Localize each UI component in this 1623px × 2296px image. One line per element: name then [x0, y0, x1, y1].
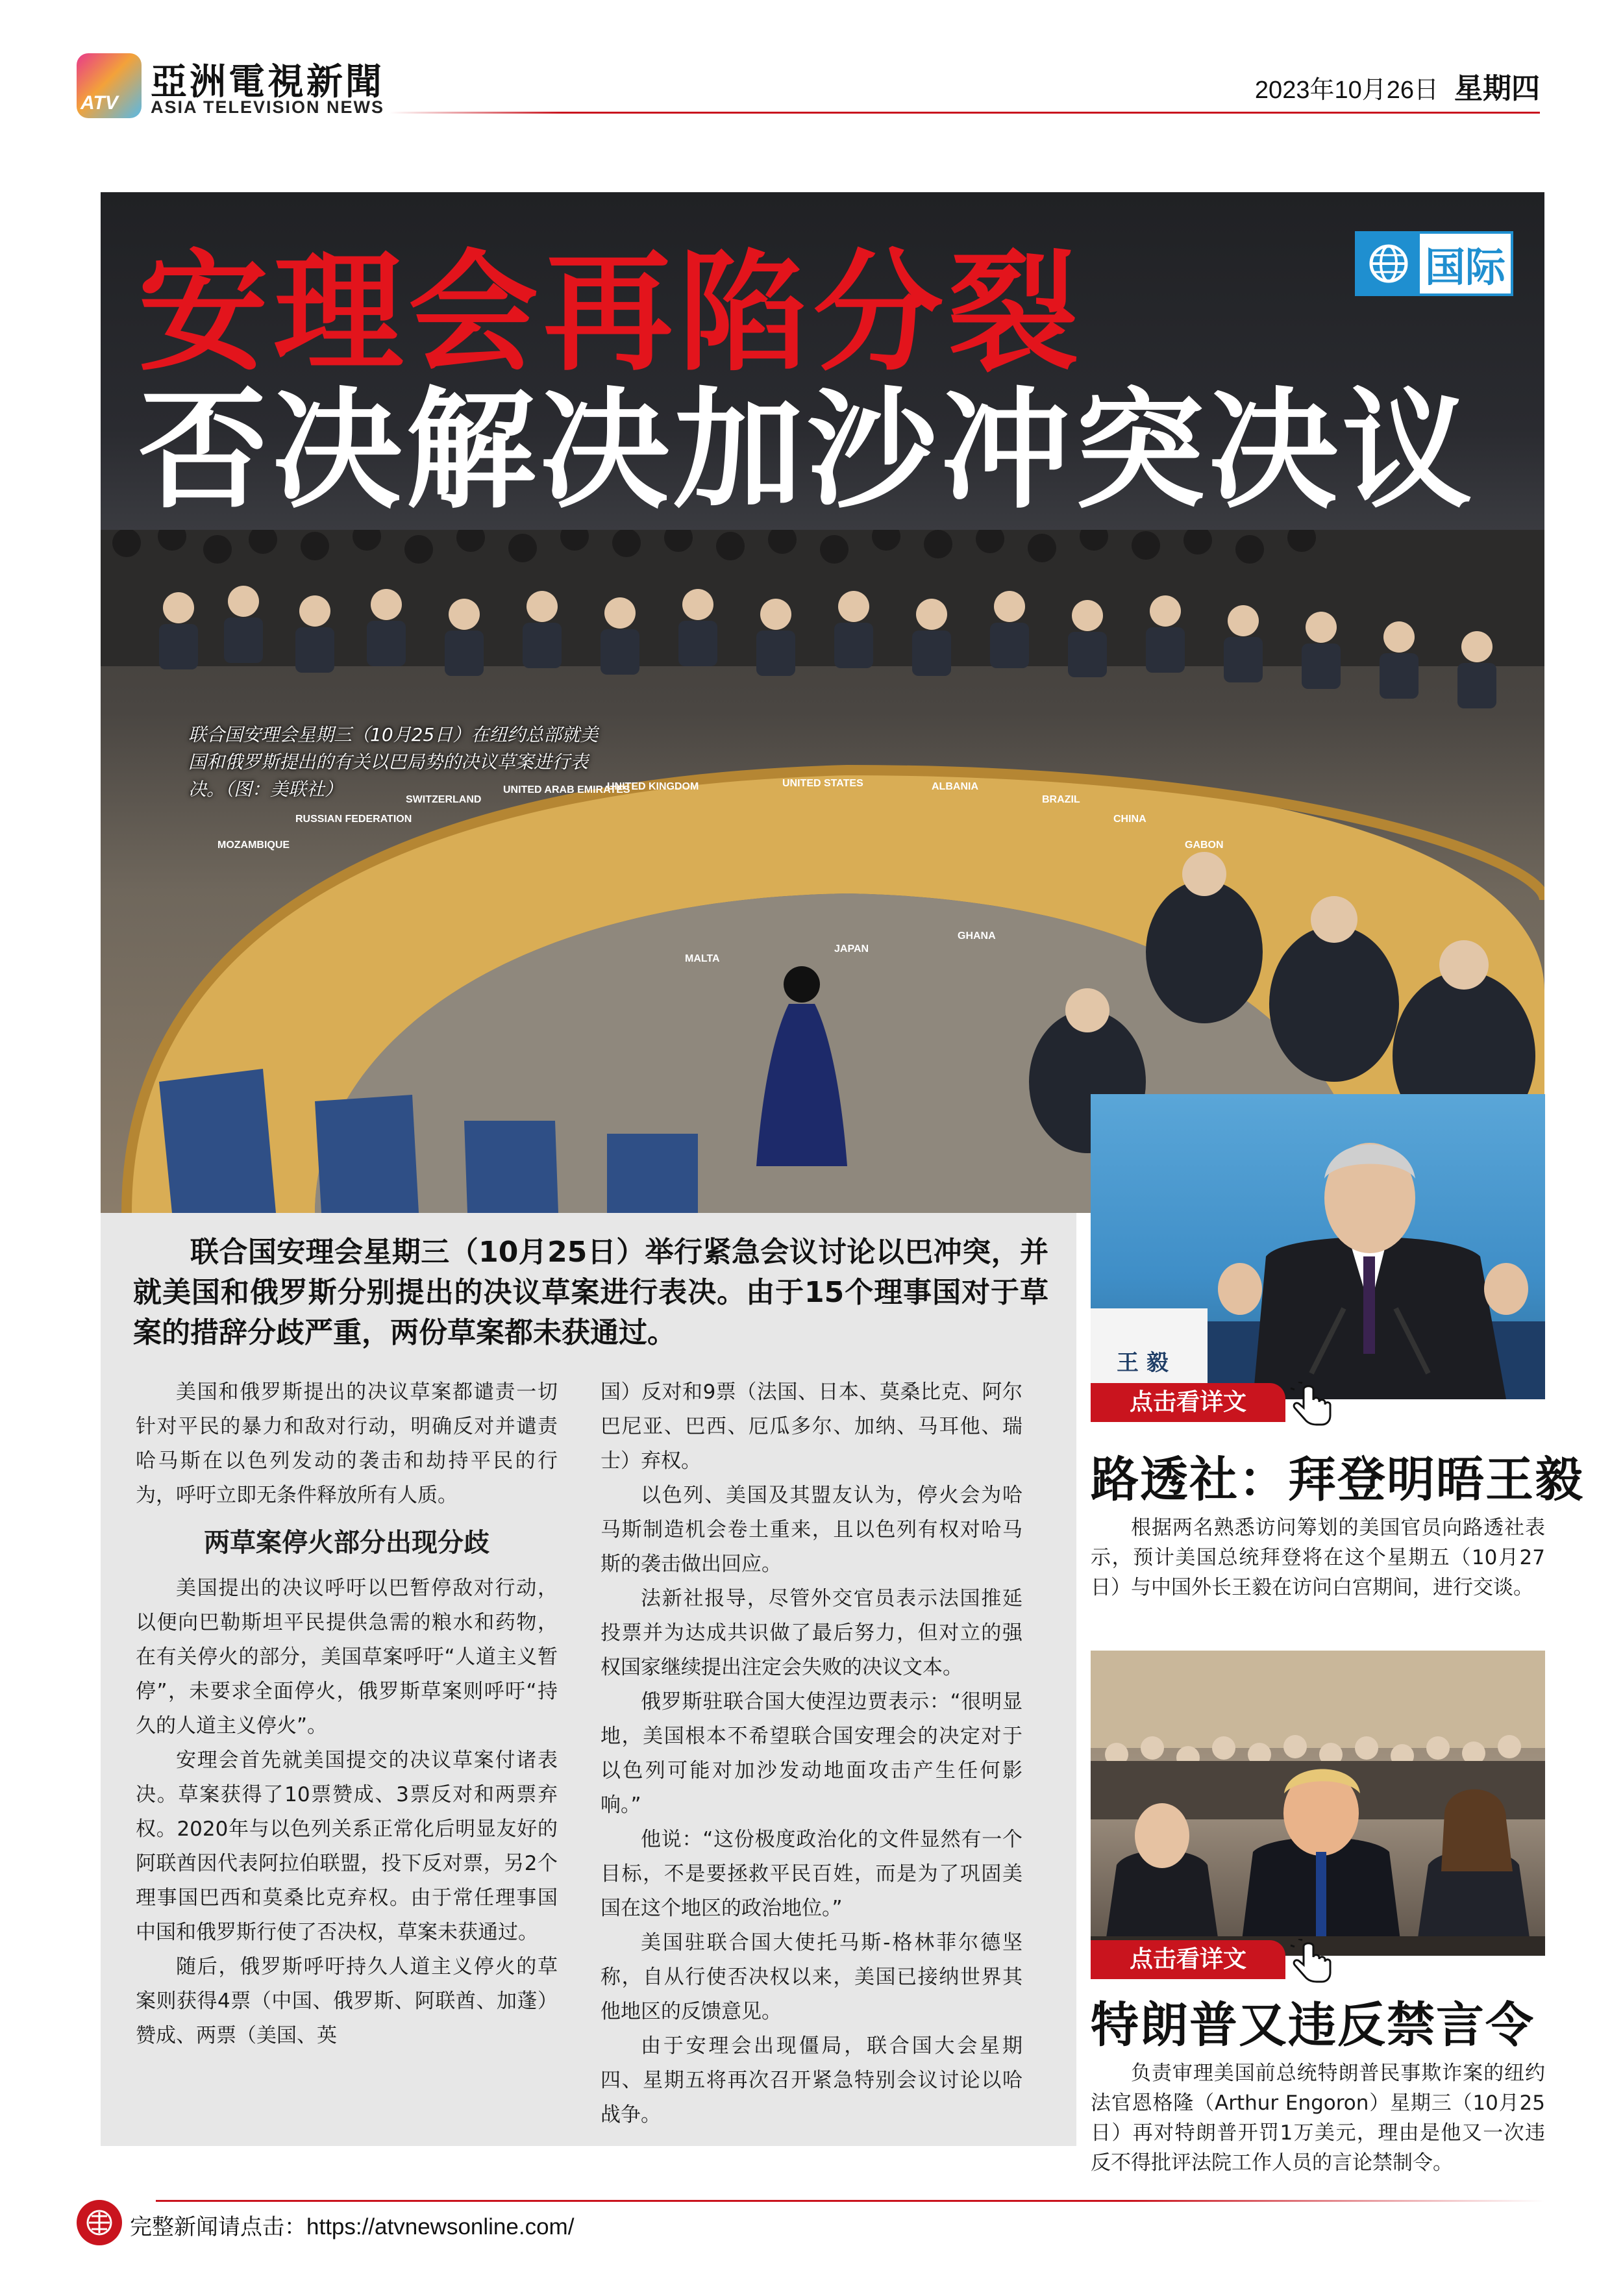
read-more-button[interactable]: 点击看详文 [1091, 1940, 1285, 1979]
nameplate-uk: UNITED KINGDOM [607, 781, 699, 792]
date-text: 2023年10月26日 [1254, 77, 1439, 104]
sidebar-summary: 负责审理美国前总统特朗普民事欺诈案的纽约法官恩格隆（Arthur Engoron）星期三（10月25日）再对特朗普开罚1万美元，理由是他又一次违反不得批评法院工作人员的言论禁制令。 [1091, 2062, 1545, 2175]
headline-line-1: 安理会再陷分裂 [138, 238, 1084, 389]
paragraph: 安理会首先就美国提交的决议草案付诸表决。草案获得了10票赞成、3票反对和两票弃权。2020年与以色列关系正常化后明显友好的阿联酋因代表阿拉伯联盟，投下反对票，另2个理事国巴西和莫桑比克弃权。由于常任理事国中国和俄罗斯行使了否决权，草案未获通过。 [136, 1749, 558, 1944]
paragraph: 以色列、美国及其盟友认为，停火会为哈马斯制造机会卷土重来，且以色列有权对哈马斯的袭击做出回应。 [601, 1484, 1022, 1576]
hero-title-area [101, 192, 1544, 530]
pointer-hand-icon [1289, 1939, 1335, 1984]
nameplate-switzerland: SWITZERLAND [406, 794, 482, 805]
nameplate-uae: UNITED ARAB EMIRATES [503, 784, 630, 795]
atv-logo [77, 53, 142, 118]
header-divider [390, 112, 1540, 114]
nameplate-us: UNITED STATES [782, 778, 863, 789]
section-badge-label: 国际 [1424, 243, 1505, 291]
nameplate-brazil: BRAZIL [1042, 794, 1080, 805]
nameplate-russia: RUSSIAN FEDERATION [295, 814, 412, 825]
paragraph: 由于安理会出现僵局，联合国大会星期四、星期五将再次召开紧急特别会议讨论以哈战争。 [601, 2034, 1022, 2127]
sidebar-headline[interactable]: 特朗普又违反禁言令 [1091, 1997, 1535, 2053]
atv-footer-icon [77, 2200, 122, 2245]
article-column-right [601, 1375, 1022, 2132]
article-lede: 联合国安理会星期三（10月25日）举行紧急会议讨论以巴冲突，并就美国和俄罗斯分别提出的决议草案进行表决。由于15个理事国对于草案的措辞分歧严重，两份草案都未获通过。 [133, 1236, 1048, 1349]
sidebar-summary: 根据两名熟悉访问筹划的美国官员向路透社表示，预计美国总统拜登将在这个星期五（10月27日）与中国外长王毅在访问白宫期间，进行交谈。 [1091, 1516, 1545, 1599]
nameplate-japan: JAPAN [834, 943, 869, 955]
hero-banner [101, 192, 1544, 1213]
section-badge-international[interactable] [1355, 231, 1513, 296]
main-article [101, 1213, 1076, 2146]
nameplate-mozambique: MOZAMBIQUE [217, 840, 290, 851]
sidebar-headline[interactable]: 路透社：拜登明晤王毅 [1091, 1452, 1584, 1508]
footer-label: 完整新闻请点击： [130, 2214, 306, 2240]
paragraph: 国）反对和9票（法国、日本、莫桑比克、阿尔巴尼亚、巴西、厄瓜多尔、加纳、马耳他、瑞士）弃权。 [601, 1380, 1022, 1473]
nameplate-albania: ALBANIA [932, 781, 978, 792]
paragraph: 美国驻联合国大使托马斯-格林菲尔德坚称，自从行使否决权以来，美国已接纳世界其他地区的反馈意见。 [601, 1931, 1022, 2023]
photo-caption: 联合国安理会星期三（10月25日）在纽约总部就美国和俄罗斯提出的有关以巴局势的决议草案进行表决。（图：美联社） [188, 724, 599, 800]
globe-icon [1357, 234, 1420, 293]
pointer-hand-icon [1289, 1382, 1335, 1427]
issue-date [1255, 65, 1540, 106]
brand-name-chinese: 亞洲電視新聞 [151, 60, 384, 103]
weekday-text: 星期四 [1454, 72, 1540, 105]
headline-line-2: 否决解决加沙冲突决议 [138, 375, 1476, 527]
paragraph: 法新社报导，尽管外交官员表示法国推延投票并为达成共识做了最后努力，但对立的强权国家继续提出注定会失败的决议文本。 [601, 1587, 1022, 1679]
brand-name-english: ASIA TELEVISION NEWS [151, 97, 385, 117]
photo-nameplate: 王 毅 [1117, 1350, 1169, 1376]
nameplate-ghana: GHANA [958, 930, 996, 942]
paragraph: 美国和俄罗斯提出的决议草案都谴责一切针对平民的暴力和敌对行动，明确反对并谴责哈马斯在以色列发动的袭击和劫持平民的行为，呼吁立即无条件释放所有人质。 [136, 1380, 558, 1507]
logo-text: ATV [81, 92, 118, 114]
nameplate-china: CHINA [1113, 814, 1146, 825]
footer-link-line [130, 2209, 574, 2241]
nameplate-malta: MALTA [685, 953, 720, 964]
read-more-button[interactable]: 点击看详文 [1091, 1383, 1285, 1422]
paragraph: 美国提出的决议呼吁以巴暂停敌对行动，以便向巴勒斯坦平民提供急需的粮水和药物，在有关停火的部分，美国草案呼吁“人道主义暂停”，未要求全面停火，俄罗斯草案则呼吁“持久的人道主义停火”。 [136, 1577, 558, 1738]
article-column-left [136, 1375, 558, 2053]
footer-divider [156, 2200, 1545, 2202]
nameplate-gabon: GABON [1185, 840, 1224, 851]
paragraph: 他说：“这份极度政治化的文件显然有一个目标，不是要拯救平民百姓，而是为了巩固美国在这个地区的政治地位。” [601, 1828, 1022, 1920]
wang-yi-photo[interactable] [1091, 1094, 1545, 1399]
website-link[interactable]: https://atvnewsonline.com/ [306, 2214, 575, 2240]
paragraph: 俄罗斯驻联合国大使涅边贾表示：“很明显地，美国根本不希望联合国安理会的决定对于以色列可能对加沙发动地面攻击产生任何影响。” [601, 1690, 1022, 1817]
paragraph: 随后，俄罗斯呼吁持久人道主义停火的草案则获得4票（中国、俄罗斯、阿联酋、加蓬）赞成、两票（美国、英 [136, 1955, 558, 2047]
article-subhead: 两草案停火部分出现分歧 [204, 1528, 489, 1558]
trump-courtroom-photo[interactable] [1091, 1651, 1545, 1956]
